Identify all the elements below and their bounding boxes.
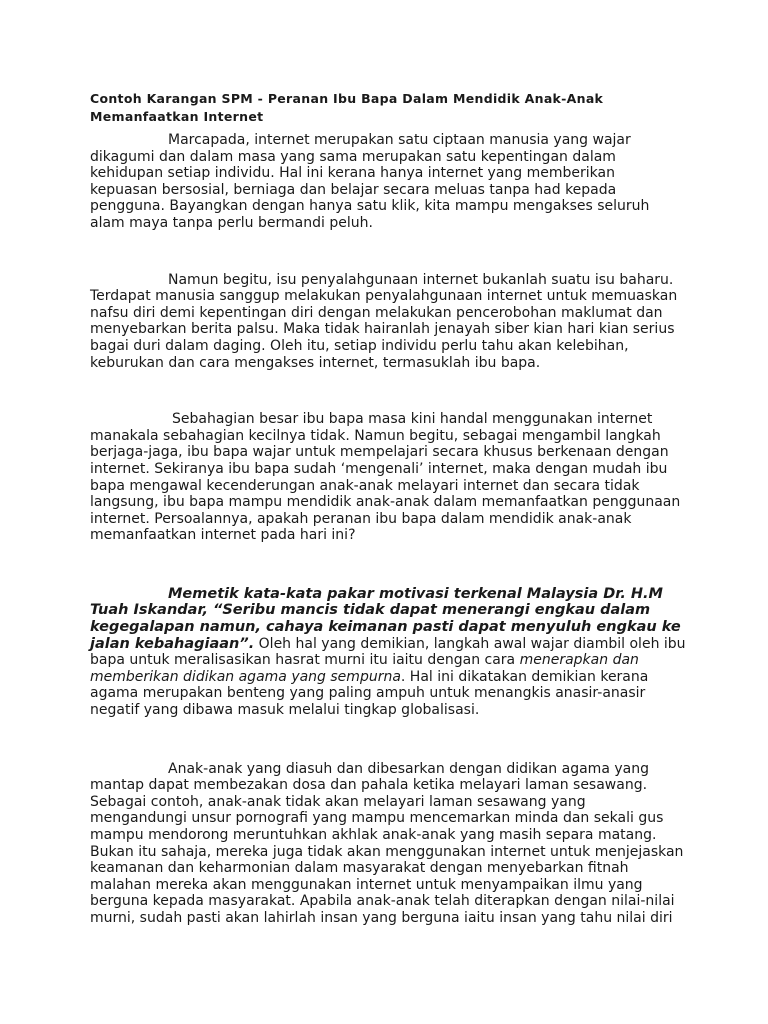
- document-title: Contoh Karangan SPM - Peranan Ibu Bapa Dalam Mendidik Anak-Anak Memanfaatkan Internet: [90, 91, 604, 124]
- paragraph-text: Sebahagian besar ibu bapa masa kini handal menggunakan internet manakala sebahagian kecilnya tidak. Namun begitu, sebagai mengambil langkah berjaga-jaga, ibu bapa wajar untuk mempelajari secara khusus berkenaan dengan internet. Sekiranya ibu bapa sudah ‘mengenali’ internet, maka dengan mudah ibu bapa mengawal kecenderungan anak-anak melayari internet dan secara tidak langsung, ibu bapa mampu mendidik anak-anak dalam memanfaatkan penggunaan internet. Persoalannya, apakah peranan ibu bapa dalam mendidik anak-anak memanfaatkan internet pada hari ini?: [90, 411, 681, 544]
- paragraph-children: [90, 761, 686, 927]
- paragraph-text: . Hal ini dikatakan demikian kerana agama merupakan benteng yang paling ampuh untuk menangkis anasir-anasir negatif yang dibawa masuk melalui tingkap globalisasi.: [90, 668, 649, 719]
- paragraph-text: Anak-anak yang diasuh dan dibesarkan dengan didikan agama yang mantap dapat membezakan dosa dan pahala ketika melayari laman sesawang. Sebagai contoh, anak-anak tidak akan melayari laman sesawang yang mengandungi unsur pornografi yang mampu mencemarkan minda dan sekali gus mampu mendorong meruntuhkan akhlak anak-anak yang masih separa matang. Bukan itu sahaja, mereka juga tidak akan menggunakan internet untuk menjejaskan keamanan dan keharmonian dalam masyarakat dengan menyebarkan fitnah malahan mereka akan menggunakan internet untuk menyampaikan ilmu yang berguna kepada masyarakat. Apabila anak-anak telah diterapkan dengan nilai-nilai murni, sudah pasti akan lahirlah insan yang berguna iaitu insan yang tahu nilai diri: [90, 760, 684, 926]
- paragraph-religion: [90, 586, 686, 719]
- paragraph-introduction: [90, 132, 686, 232]
- paragraph-text: Oleh hal yang demikian, langkah awal wajar diambil oleh ibu bapa untuk meralisasikan hasrat murni itu iaitu dengan cara: [90, 635, 686, 669]
- paragraph-issue: [90, 272, 686, 372]
- emphasis-text: menerapkan dan memberikan didikan agama yang sempurna: [90, 652, 639, 685]
- paragraph-text: Namun begitu, isu penyalahgunaan internet bukanlah suatu isu baharu. Terdapat manusia sanggup melakukan penyalahgunaan internet untuk memuaskan nafsu diri demi kepentingan diri dengan melakukan pencerobohan maklumat dan menyebarkan berita palsu. Maka tidak hairanlah jenayah siber kian hari kian serius bagai duri dalam daging. Oleh itu, setiap individu perlu tahu akan kelebihan, keburukan dan cara mengakses internet, termasuklah ibu bapa.: [90, 271, 678, 371]
- document-body: [90, 90, 686, 927]
- paragraph-text: Marcapada, internet merupakan satu ciptaan manusia yang wajar dikagumi dan dalam masa yang sama merupakan satu kepentingan dalam kehidupan setiap individu. Hal ini kerana hanya internet yang memberikan kepuasan bersosial, berniaga dan belajar secara meluas tanpa had kepada pengguna. Bayangkan dengan hanya satu klik, kita mampu mengakses seluruh alam maya tanpa perlu bermandi peluh.: [90, 132, 650, 231]
- motivational-quote: Memetik kata-kata pakar motivasi terkenal Malaysia Dr. H.M Tuah Iskandar, “Seribu mancis tidak dapat menerangi engkau dalam kegegalapan namun, cahaya keimanan pasti dapat menyuluh engkau ke jalan kebahagiaan”.: [90, 585, 681, 652]
- paragraph-parents: [90, 411, 686, 544]
